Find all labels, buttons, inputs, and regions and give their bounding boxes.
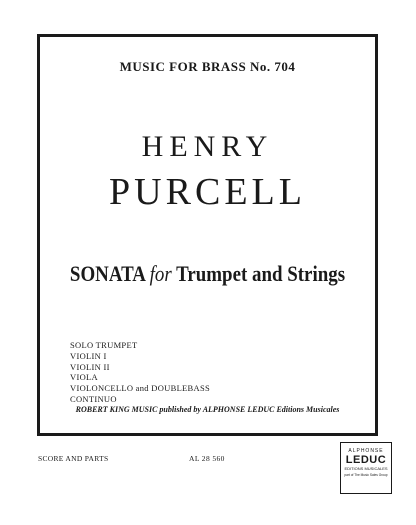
instrument-item: VIOLA	[70, 372, 98, 383]
logo-line-3: EDITIONS MUSICALES	[344, 466, 388, 471]
composer-first-name: HENRY	[141, 130, 274, 163]
publisher-line: ROBERT KING MUSIC published by ALPHONSE LEDUC Editions Musicales	[75, 405, 340, 414]
edition-label: SCORE AND PARTS	[38, 454, 109, 463]
work-title	[63, 261, 351, 287]
instrument-item: VIOLIN II	[70, 361, 110, 372]
logo-line-1: ALPHONSE	[348, 448, 384, 454]
logo-line-2: LEDUC	[345, 454, 387, 466]
cover-frame	[37, 34, 378, 436]
publisher-logo	[340, 442, 392, 494]
instrument-item: SOLO TRUMPET	[70, 340, 138, 350]
work-title-main: SONATA	[69, 261, 145, 286]
instrument-item: VIOLIN I	[70, 350, 107, 361]
instrument-item: CONTINUO	[70, 393, 117, 404]
work-title-connector: for	[149, 261, 172, 286]
work-title-rest: Trumpet and Strings	[176, 261, 346, 286]
logo-line-4: part of The Music Sales Group	[344, 473, 388, 477]
series-title: MUSIC FOR BRASS No. 704	[119, 59, 296, 74]
catalog-number: AL 28 560	[189, 454, 225, 463]
composer-last-name: PURCELL	[109, 171, 306, 213]
instrument-list	[70, 340, 210, 405]
instrument-item: VIOLONCELLO and DOUBLEBASS	[70, 383, 211, 394]
